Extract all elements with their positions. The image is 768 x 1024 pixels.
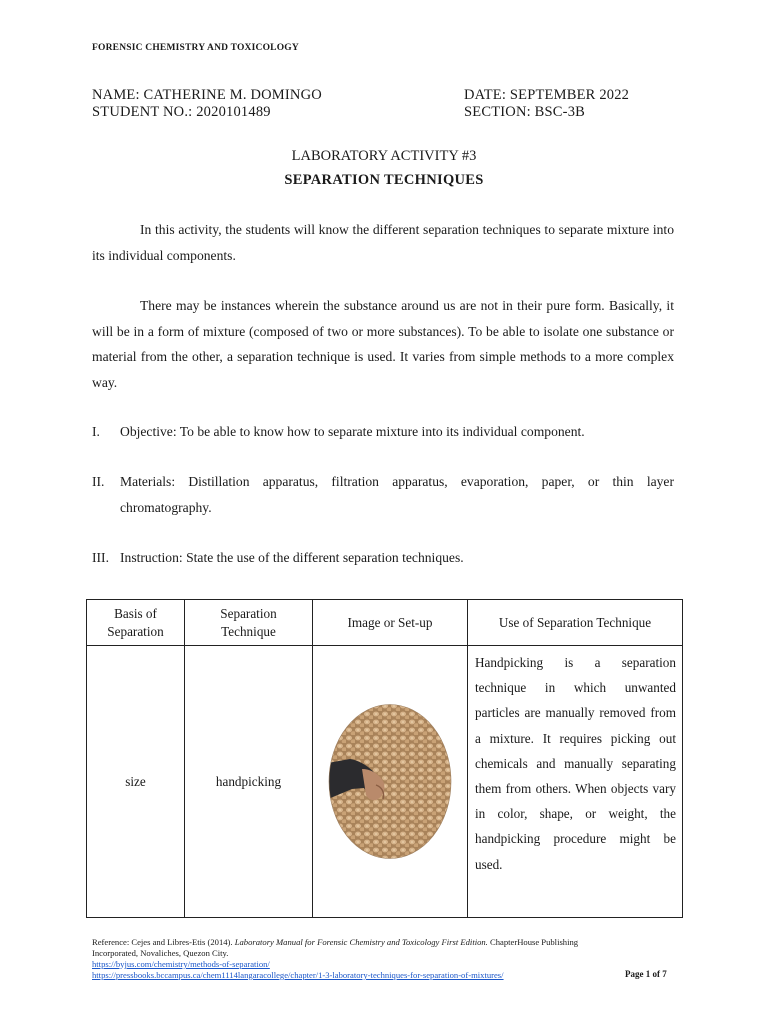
section: SECTION: BSC-3B <box>464 104 586 120</box>
running-head: FORENSIC CHEMISTRY AND TOXICOLOGY <box>92 43 299 53</box>
header-image: Image or Set-up <box>313 600 468 646</box>
cell-technique: handpicking <box>185 646 313 918</box>
reference-footer <box>92 937 612 981</box>
table-header-row <box>87 600 683 646</box>
header-basis: Basis of Separation <box>87 600 185 646</box>
item-text: Materials: Distillation apparatus, filtration apparatus, evaporation, paper, or thin layer chromatography. <box>120 474 674 515</box>
cell-basis: size <box>87 646 185 918</box>
page-number: Page 1 of 7 <box>625 969 667 979</box>
item-number: I. <box>92 424 100 439</box>
activity-title: SEPARATION TECHNIQUES <box>284 172 484 188</box>
item-text: Instruction: State the use of the different separation techniques. <box>120 550 464 565</box>
reference-publisher: ChapterHouse Publishing Incorporated, Novaliches, Quezon City. <box>92 937 579 958</box>
handpicking-image <box>328 703 452 860</box>
reference-prefix: Reference: Cejes and Libres-Etis (2014). <box>92 937 233 947</box>
header-use: Use of Separation Technique <box>468 600 683 646</box>
student-number: STUDENT NO.: 2020101489 <box>92 104 271 120</box>
item-number: III. <box>92 550 109 565</box>
item-number: II. <box>92 474 105 489</box>
cell-use: Handpicking is a separation technique in which unwanted particles are manually removed from a mixture. It requires picking out chemicals and manually separating them from others. When objects vary in color, shape, or weight, the handpicking procedure might be used. <box>468 646 683 918</box>
reference-link-pressbooks[interactable]: https://pressbooks.bccampus.ca/chem1114langaracollege/chapter/1-3-laboratory-techniques-for-separation-of-mixtures/ <box>92 970 504 980</box>
activity-number: LABORATORY ACTIVITY #3 <box>291 148 477 164</box>
cell-image <box>313 646 468 918</box>
header-technique: Separation Technique <box>185 600 313 646</box>
table-row <box>87 646 683 918</box>
reference-title: Laboratory Manual for Forensic Chemistry and Toxicology First Edition. <box>234 937 488 947</box>
intro-paragraph: In this activity, the students will know the different separation techniques to separate mixture into its individual components. <box>92 222 674 263</box>
context-paragraph: There may be instances wherein the substance around us are not in their pure form. Basically, it will be in a form of mixture (composed of two or more substances). To be able to isolate one substance or material from the other, a separation technique is used. It varies from simple methods to a more complex way. <box>92 298 674 390</box>
item-text: Objective: To be able to know how to separate mixture into its individual component. <box>120 424 585 439</box>
reference-link-byjus[interactable]: https://byjus.com/chemistry/methods-of-separation/ <box>92 959 270 969</box>
materials-item <box>92 469 674 520</box>
objective-item <box>92 419 674 445</box>
date: DATE: SEPTEMBER 2022 <box>464 87 630 103</box>
separation-table <box>86 599 683 918</box>
instruction-item <box>92 545 674 571</box>
student-name: NAME: CATHERINE M. DOMINGO <box>92 87 322 103</box>
